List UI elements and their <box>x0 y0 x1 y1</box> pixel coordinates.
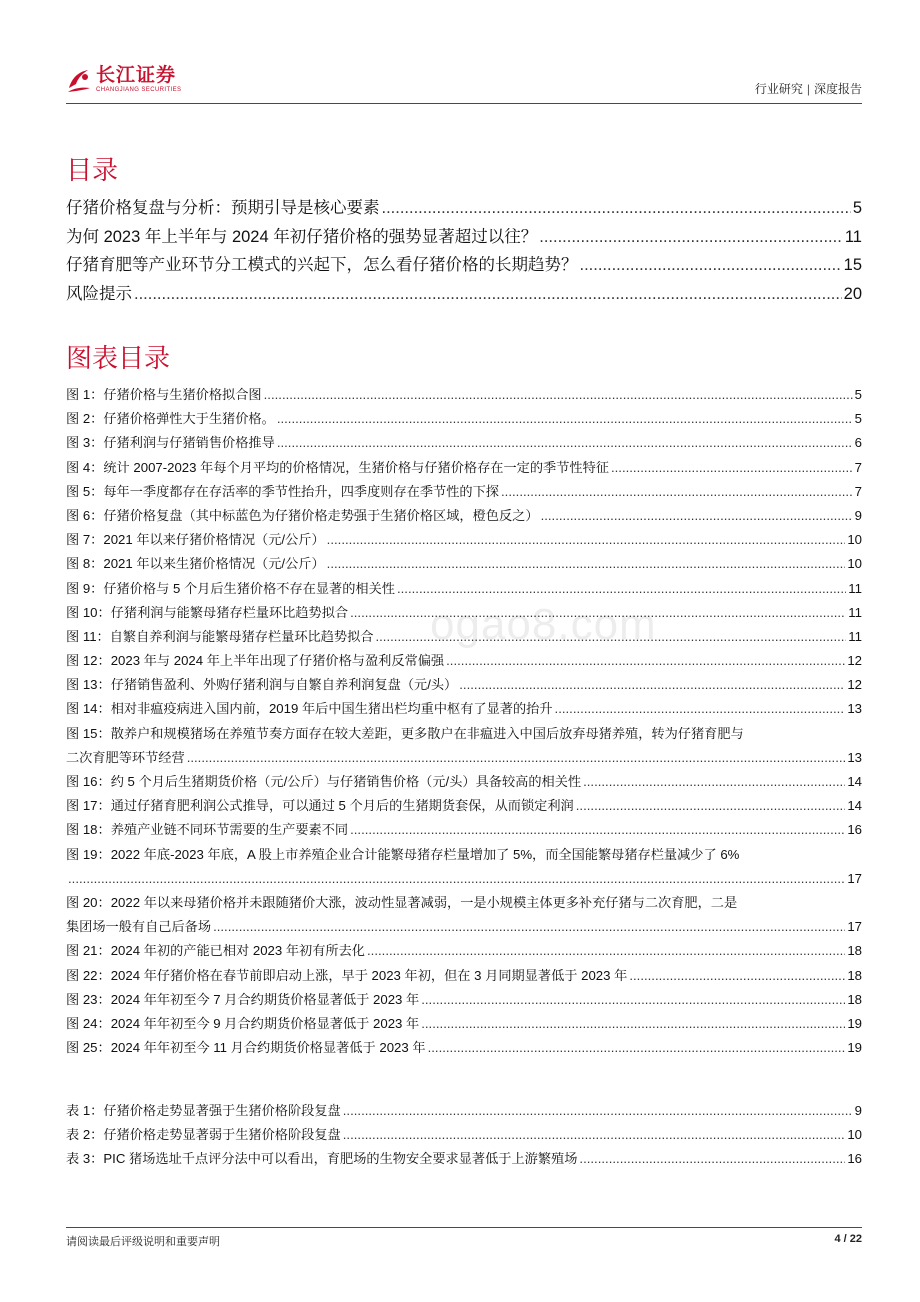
figure-entry[interactable]: 图 4：统计 2007-2023 年每个月平均的价格情况，生猪价格与仔猪价格存在一定的季节性特征 ..... 7 <box>66 456 862 480</box>
brand-logo <box>66 66 181 94</box>
figure-entry[interactable]: 图 20：2022 年以来母猪价格并未跟随猪价大涨，波动性显著减弱，一是小规模主体更多补充仔猪与二次育肥，二是 集团场一般有自己后备场 ..... 17 <box>66 891 862 939</box>
figure-toc-title: 图表目录 <box>66 343 171 373</box>
brand-logo-icon <box>66 66 92 94</box>
toc-entry[interactable]: 风险提示 ..... 20 <box>66 280 862 309</box>
figure-entry[interactable]: 图 1：仔猪价格与生猪价格拟合图 ..... 5 <box>66 383 862 407</box>
table-entry[interactable]: 表 2：仔猪价格走势显著弱于生猪价格阶段复盘 ..... 10 <box>66 1123 862 1147</box>
header-separator: | <box>806 82 810 96</box>
brand-name-cn: 长江证券 <box>96 65 177 86</box>
figure-entry[interactable]: 图 21：2024 年初的产能已相对 2023 年初有所去化 ..... 18 <box>66 939 862 963</box>
figure-entry[interactable]: 图 22：2024 年仔猪价格在春节前即启动上涨，早于 2023 年初，但在 3 月同期显著低于 2023 年 ..... 18 <box>66 964 862 988</box>
footer-divider <box>66 1227 862 1228</box>
figure-entry[interactable]: 图 5：每年一季度都存在存活率的季节性抬升，四季度则存在季节性的下探 ..... 7 <box>66 480 862 504</box>
toc-title: 目录 <box>66 155 119 185</box>
figure-entry[interactable]: 图 15：散养户和规模猪场在养殖节奏方面存在较大差距，更多散户在非瘟进入中国后放弃母猪养殖，转为仔猪育肥与 二次育肥等环节经营 ..... 13 <box>66 722 862 770</box>
figure-entry[interactable]: 图 8：2021 年以来生猪价格情况（元/公斤） ..... 10 <box>66 552 862 576</box>
brand-name-en: CHANGJIANG SECURITIES <box>96 87 182 93</box>
figure-entry[interactable]: 图 23：2024 年年初至今 7 月合约期货价格显著低于 2023 年 ..... 18 <box>66 988 862 1012</box>
watermark: ogao8.com <box>430 600 657 649</box>
figure-entry[interactable]: 图 11：自繁自养利润与能繁母猪存栏量环比趋势拟合 ..... 11 <box>66 625 862 649</box>
figure-entry[interactable]: 图 6：仔猪价格复盘（其中标蓝色为仔猪价格走势强于生猪价格区域，橙色反之） ..... 9 <box>66 504 862 528</box>
toc-entry[interactable]: 仔猪价格复盘与分析：预期引导是核心要素 ..... 5 <box>66 194 862 223</box>
figure-entry[interactable]: 图 3：仔猪利润与仔猪销售价格推导 ..... 6 <box>66 431 862 455</box>
category-label: 行业研究 <box>754 82 803 96</box>
toc-entry[interactable]: 仔猪育肥等产业环节分工模式的兴起下，怎么看仔猪价格的长期趋势？ ..... 15 <box>66 251 862 280</box>
figure-entry[interactable]: 图 10：仔猪利润与能繁母猪存栏量环比趋势拟合 ..... 11 <box>66 601 862 625</box>
figure-entry[interactable]: 图 16：约 5 个月后生猪期货价格（元/公斤）与仔猪销售价格（元/头）具备较高的相关性 ..... 14 <box>66 770 862 794</box>
figure-entry[interactable]: 图 13：仔猪销售盈利、外购仔猪利润与自繁自养利润复盘（元/头） ..... 12 <box>66 673 862 697</box>
table-entry[interactable]: 表 1：仔猪价格走势显著强于生猪价格阶段复盘 ..... 9 <box>66 1099 862 1123</box>
toc-entry[interactable]: 为何 2023 年上半年与 2024 年初仔猪价格的强势显著超过以往？ ..... 11 <box>66 223 862 252</box>
figure-entry[interactable]: 图 9：仔猪价格与 5 个月后生猪价格不存在显著的相关性 ..... 11 <box>66 577 862 601</box>
report-type-label: 深度报告 <box>813 82 862 96</box>
figure-toc-list <box>66 383 862 1060</box>
figure-entry[interactable]: 图 2：仔猪价格弹性大于生猪价格。 ..... 5 <box>66 407 862 431</box>
figure-entry[interactable]: 图 19：2022 年底-2023 年底，A 股上市养殖企业合计能繁母猪存栏量增加了 5%，而全国能繁母猪存栏量减少了 6% ..... 17 <box>66 843 862 891</box>
figure-entry[interactable]: 图 25：2024 年年初至今 11 月合约期货价格显著低于 2023 年 ..... 19 <box>66 1036 862 1060</box>
page-header <box>66 62 862 102</box>
table-entry[interactable]: 表 3：PIC 猪场选址千点评分法中可以看出，育肥场的生物安全要求显著低于上游繁殖场 ..... 16 <box>66 1147 862 1171</box>
figure-entry[interactable]: 图 12：2023 年与 2024 年上半年出现了仔猪价格与盈利反常偏强 ..... 12 <box>66 649 862 673</box>
toc-list <box>66 194 862 308</box>
table-toc-list <box>66 1099 862 1172</box>
figure-entry[interactable]: 图 7：2021 年以来仔猪价格情况（元/公斤） ..... 10 <box>66 528 862 552</box>
footer-disclaimer: 请阅读最后评级说明和重要声明 <box>66 1236 220 1248</box>
figure-entry[interactable]: 图 24：2024 年年初至今 9 月合约期货价格显著低于 2023 年 ..... 19 <box>66 1012 862 1036</box>
page-number: 4 / 22 <box>834 1233 862 1245</box>
figure-entry[interactable]: 图 17：通过仔猪育肥利润公式推导，可以通过 5 个月后的生猪期货套保，从而锁定利润 ..... 14 <box>66 794 862 818</box>
figure-entry[interactable]: 图 14：相对非瘟疫病进入国内前，2019 年后中国生猪出栏均重中枢有了显著的抬升 ..... 13 <box>66 697 862 721</box>
figure-entry[interactable]: 图 18：养殖产业链不同环节需要的生产要素不同 ..... 16 <box>66 818 862 842</box>
report-category <box>755 80 862 97</box>
header-divider <box>66 103 862 104</box>
